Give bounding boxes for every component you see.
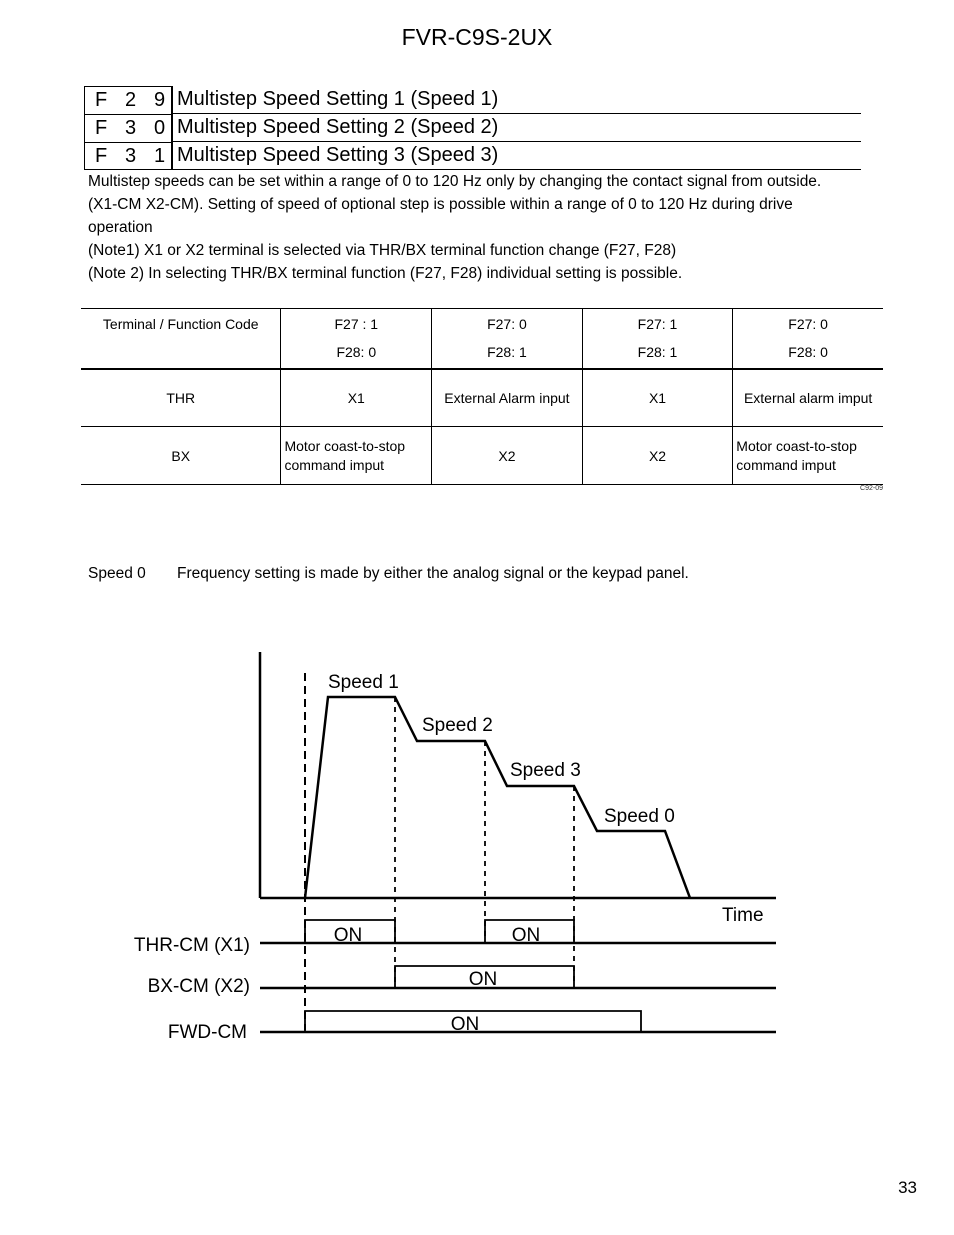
- table-cell: X1: [281, 369, 432, 427]
- cell-line: command imput: [284, 456, 385, 473]
- speed3-label: Speed 3: [510, 760, 581, 781]
- table-cell: [733, 427, 883, 485]
- table-cell: External Alarm input: [432, 369, 583, 427]
- on-label: ON: [468, 969, 498, 990]
- fwd-cm-label: FWD-CM: [167, 1022, 247, 1043]
- code-char: F: [95, 144, 108, 167]
- header-f27: F27: 1: [637, 316, 678, 333]
- code-char: 3: [125, 117, 137, 139]
- description-line: (X1-CM X2-CM). Setting of speed of optional step is possible within a range of 0 to 120 Hz during drive: [88, 196, 793, 213]
- on-label: ON: [333, 925, 363, 946]
- table-header-cell: [582, 309, 733, 369]
- thr-cm-label: THR-CM (X1): [133, 935, 250, 956]
- cell-line: Motor coast-to-stop: [736, 437, 857, 454]
- code-char: 2: [125, 89, 137, 111]
- note-2: (Note 2) In selecting THR/BX terminal function (F27, F28) individual setting is possible.: [88, 265, 683, 282]
- cell-line: Motor coast-to-stop: [284, 437, 406, 454]
- code-char: 3: [125, 144, 137, 167]
- header-f27: F27 : 1: [334, 316, 379, 333]
- table-row: [81, 369, 883, 427]
- table-header-row: [81, 309, 883, 369]
- description-line: Multistep speeds can be set within a range of 0 to 120 Hz only by changing the contact signal from outside.: [88, 173, 822, 190]
- table-cell: External alarm imput: [733, 369, 883, 427]
- speed0-label: Speed 0: [88, 565, 146, 582]
- header-f27: F27: 0: [487, 316, 527, 333]
- table-cell-terminal: THR: [166, 389, 196, 406]
- header-f28: F28: 1: [487, 344, 527, 361]
- code-title: Multistep Speed Setting 3 (Speed 3): [172, 142, 861, 170]
- code-char: 1: [154, 144, 166, 167]
- code-title: Multistep Speed Setting 2 (Speed 2): [172, 114, 861, 142]
- table-header-cell: [733, 309, 883, 369]
- time-label: Time: [722, 905, 764, 926]
- header-f28: F28: 1: [637, 344, 678, 361]
- code-box: [84, 114, 172, 142]
- page-title: FVR-C9S-2UX: [401, 24, 553, 50]
- header-f28: F28: 0: [336, 344, 377, 361]
- note-1: (Note1) X1 or X2 terminal is selected via THR/BX terminal function change (F27, F28): [88, 242, 677, 259]
- terminal-function-table: [81, 308, 883, 485]
- header-f27: F27: 0: [788, 316, 828, 333]
- table-cell-terminal: BX: [171, 447, 191, 464]
- description: [88, 170, 848, 285]
- speed2-label: Speed 2: [422, 715, 493, 736]
- code-title: Multistep Speed Setting 1 (Speed 1): [172, 86, 861, 114]
- code-char: F: [95, 117, 108, 139]
- header-f28: F28: 0: [788, 344, 828, 361]
- table-header-cell: [281, 309, 432, 369]
- code-char: F: [95, 89, 108, 111]
- cell-line: command imput: [736, 456, 836, 473]
- table-reference-code: C92-09: [860, 485, 883, 492]
- code-char: 9: [154, 89, 166, 111]
- code-char: 0: [154, 117, 166, 139]
- speed0-curve-label: Speed 0: [604, 806, 675, 827]
- bx-cm-label: BX-CM (X2): [147, 976, 250, 997]
- timing-diagram: [0, 640, 954, 1060]
- speed0-description: Frequency setting is made by either the analog signal or the keypad panel.: [177, 565, 689, 582]
- table-row: [81, 427, 883, 485]
- code-row-f30: [84, 114, 861, 142]
- table-header-cell: [432, 309, 583, 369]
- description-line: operation: [88, 219, 153, 236]
- page-number: 33: [898, 1178, 917, 1197]
- code-box: [84, 142, 172, 170]
- table-cell: X2: [582, 427, 733, 485]
- speed-profile: [305, 697, 690, 898]
- on-label: ON: [450, 1014, 480, 1035]
- speed1-label: Speed 1: [328, 672, 399, 693]
- table-header-cell: Terminal / Function Code: [102, 316, 259, 332]
- function-code-table: [84, 86, 861, 170]
- table-cell: X2: [432, 427, 583, 485]
- code-box: [84, 86, 172, 114]
- table-cell: [281, 427, 432, 485]
- code-row-f31: [84, 142, 861, 170]
- on-label: ON: [511, 925, 541, 946]
- table-cell: X1: [582, 369, 733, 427]
- code-row-f29: [84, 86, 861, 114]
